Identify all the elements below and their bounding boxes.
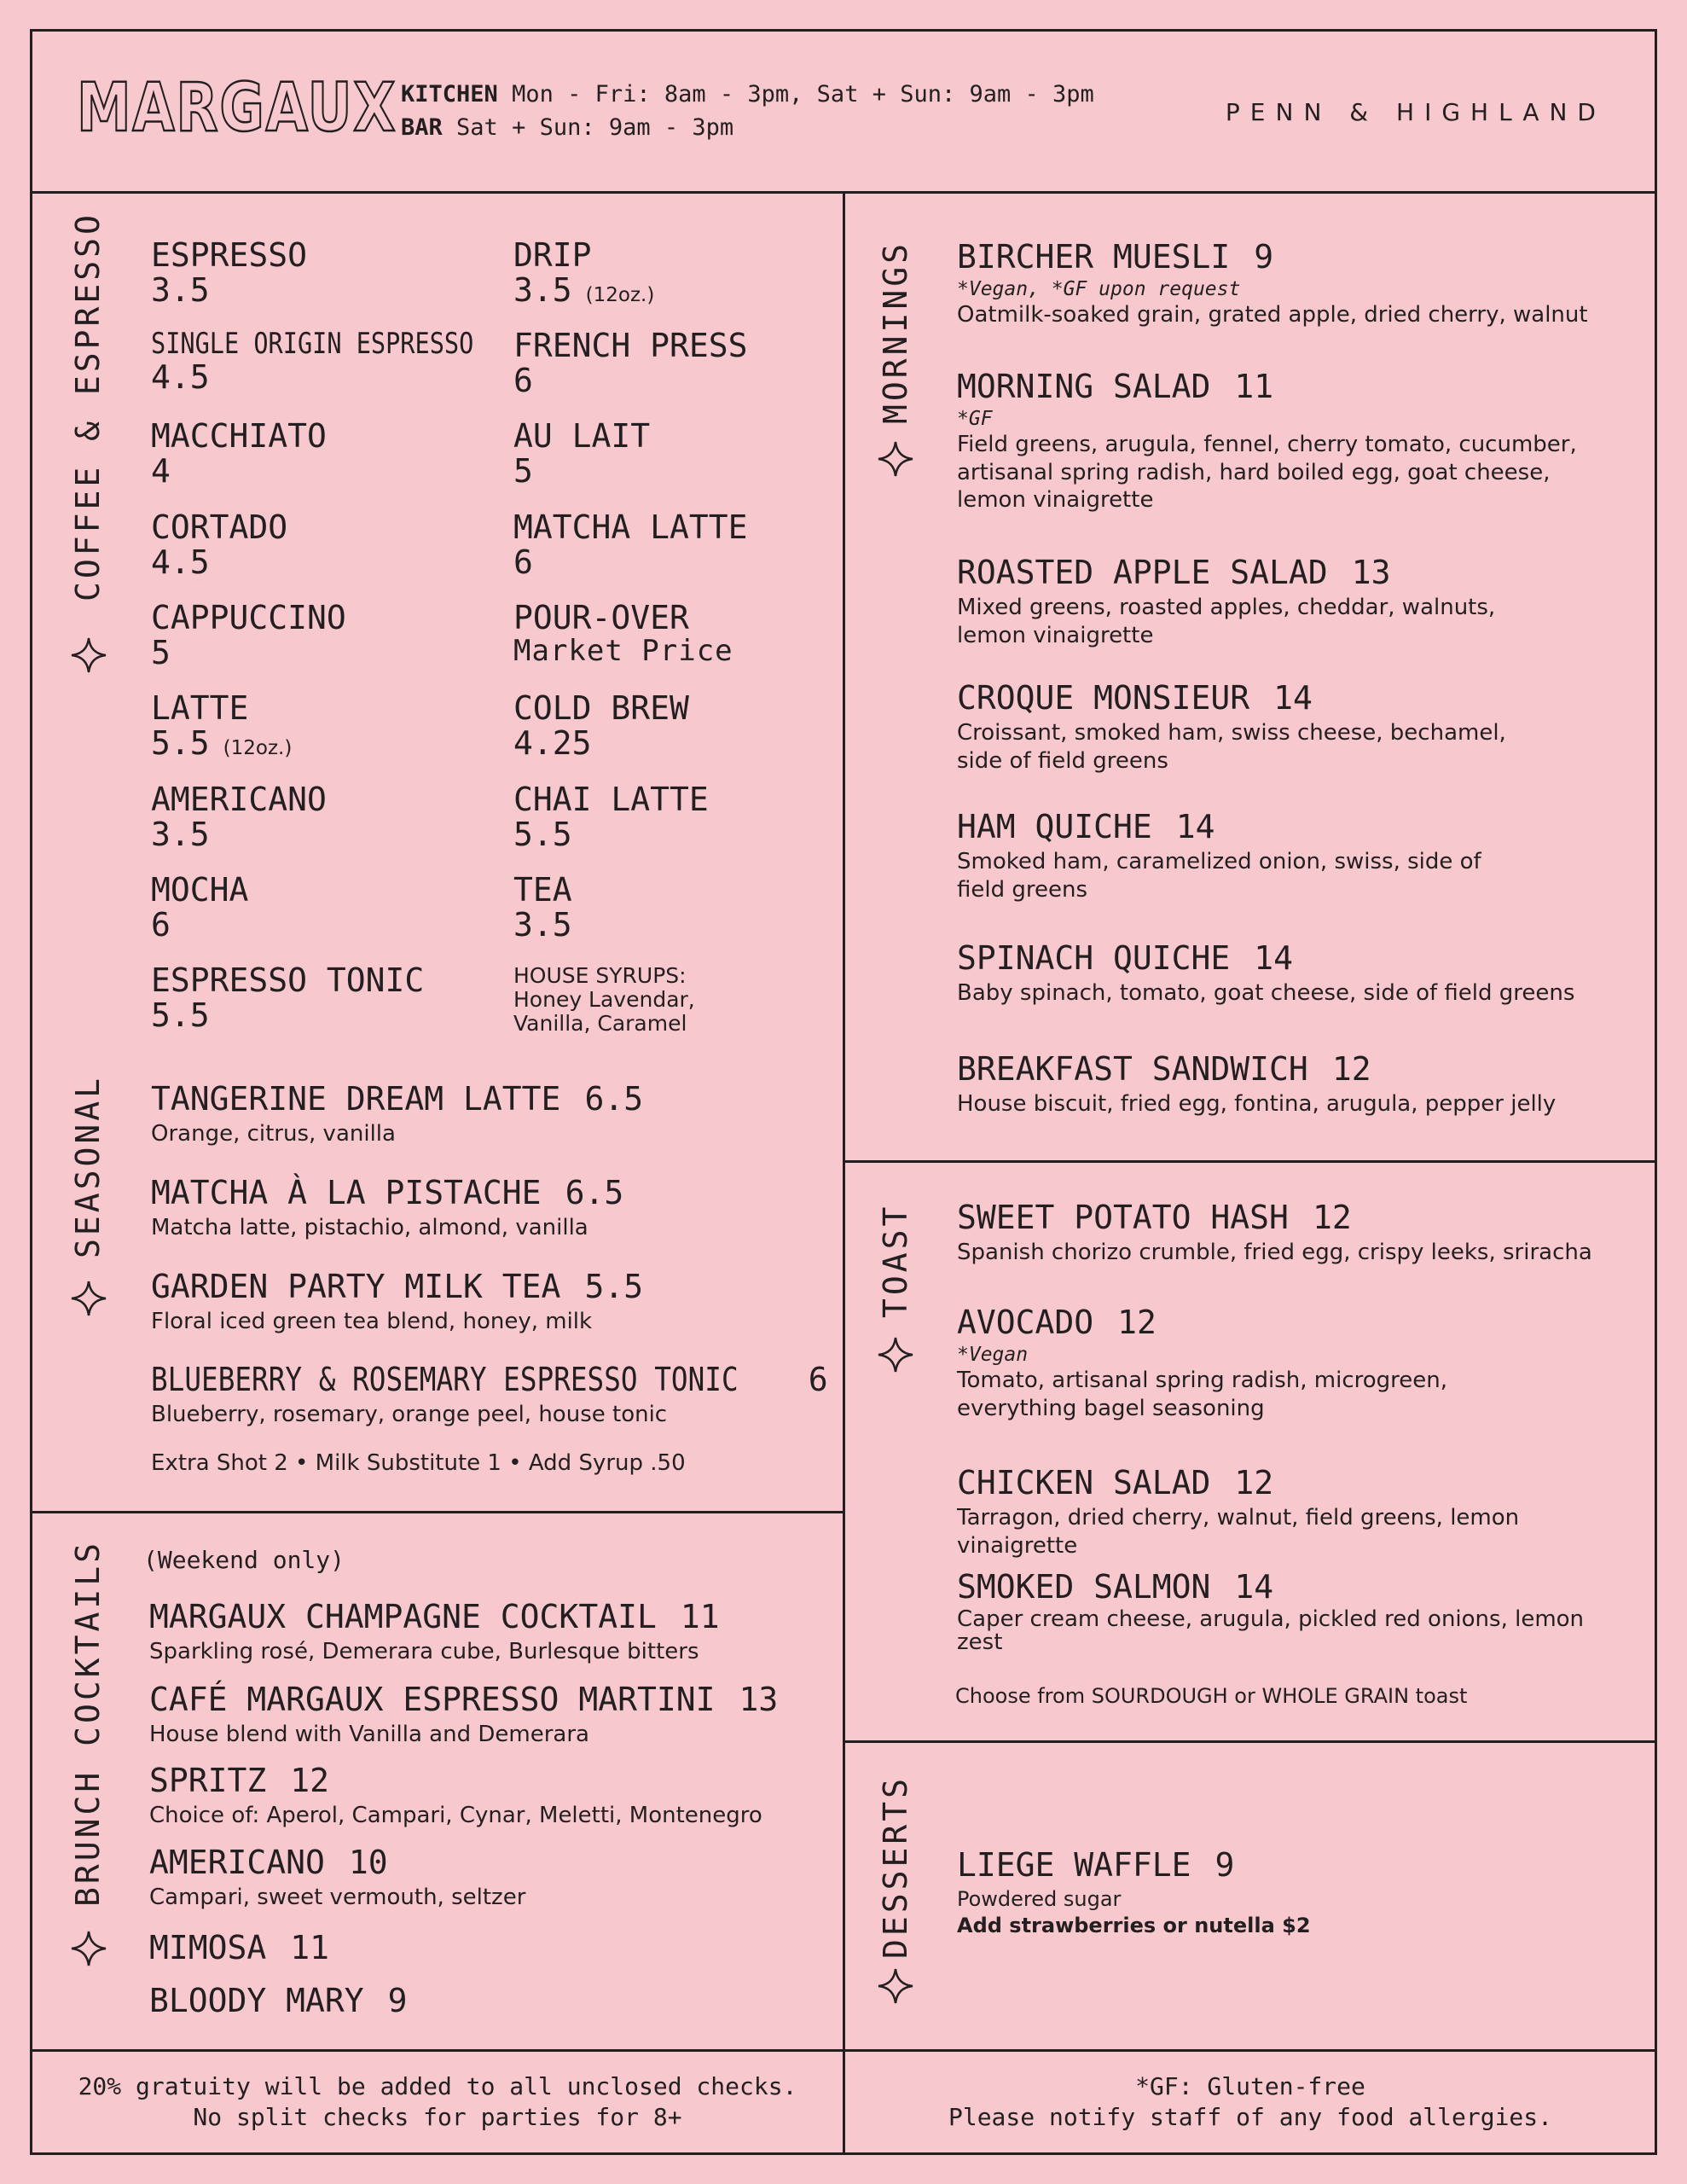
mornings-item: ROASTED APPLE SALAD 13 Mixed greens, roasted apples, cheddar, walnuts, lemon vinaigrette [957, 554, 1496, 648]
toast-item: SWEET POTATO HASH 12 Spanish chorizo crumble, fried egg, crispy leeks, sriracha [957, 1199, 1592, 1265]
toast-item: CHICKEN SALAD 12 Tarragon, dried cherry, walnut, field greens, lemon vinaigrette [957, 1464, 1520, 1559]
desserts-title: DESSERTS [877, 1774, 914, 1959]
coffee-item: AU LAIT 5 [513, 417, 651, 490]
coffee-item: TEA 3.5 [513, 871, 572, 944]
bar-hours [401, 116, 733, 139]
coffee-item: MATCHA LATTE 6 [513, 508, 748, 581]
seasonal-title: SEASONAL [69, 1074, 107, 1258]
coffee-item: CORTADO 4.5 [151, 508, 288, 581]
coffee-item: ESPRESSO 3.5 [151, 236, 308, 309]
toast-title: TOAST [877, 1203, 914, 1318]
bar-hours-text: Sat + Sun: 9am - 3pm [456, 114, 734, 141]
cocktail-item: MIMOSA 11 [149, 1929, 330, 1966]
logo: MARGAUX [77, 70, 397, 147]
footer-divider [30, 2049, 1657, 2052]
coffee-item: COLD BREW 4.25 [513, 689, 689, 762]
sparkle-icon [70, 1930, 107, 1967]
coffee-title: COFFEE & ESPRESSO [69, 212, 107, 601]
dessert-item: LIEGE WAFFLE 9 Powdered sugar Add strawberries or nutella $2 [957, 1846, 1311, 1937]
column-divider [843, 191, 845, 2155]
allergy-note: *GF: Gluten-free Please notify staff of any food allergies. [948, 2072, 1552, 2132]
kitchen-hours [401, 83, 1094, 106]
coffee-item: DRIP 3.5 (12oz.) [513, 236, 655, 309]
mornings-toast-divider [844, 1160, 1657, 1163]
coffee-item: MOCHA 6 [151, 871, 249, 944]
cocktails-title: BRUNCH COCKTAILS [69, 1539, 107, 1907]
coffee-item: POUR-OVER Market Price [513, 599, 733, 668]
toast-item: SMOKED SALMON 14 Caper cream cheese, arugula, pickled red onions, lemon zest [957, 1568, 1585, 1656]
seasonal-item: TANGERINE DREAM LATTE 6.5 Orange, citrus, vanilla [151, 1080, 644, 1147]
kitchen-label: KITCHEN [401, 81, 498, 107]
toast-bread-choice: Choose from SOURDOUGH or WHOLE GRAIN toast [955, 1684, 1468, 1708]
cocktail-item: MARGAUX CHAMPAGNE COCKTAIL 11 Sparkling rosé, Demerara cube, Burlesque bitters [149, 1598, 720, 1664]
cocktail-item: AMERICANO 10 Campari, sweet vermouth, seltzer [149, 1844, 526, 1910]
coffee-item: CAPPUCCINO 5 [151, 599, 346, 671]
coffee-item: SINGLE ORIGIN ESPRESSO 4.5 [151, 327, 474, 396]
coffee-item: FRENCH PRESS 6 [513, 327, 748, 399]
toast-desserts-divider [844, 1740, 1657, 1743]
kitchen-hours-text: Mon - Fri: 8am - 3pm, Sat + Sun: 9am - 3pm [512, 81, 1094, 107]
cocktail-item: CAFÉ MARGAUX ESPRESSO MARTINI 13 House blend with Vanilla and Demerara [149, 1681, 779, 1747]
mornings-title: MORNINGS [877, 240, 914, 424]
mornings-item: BREAKFAST SANDWICH 12 House biscuit, fried egg, fontina, arugula, pepper jelly [957, 1050, 1557, 1117]
coffee-item: LATTE 5.5 (12oz.) [151, 689, 293, 762]
bar-label: BAR [401, 114, 443, 141]
sparkle-icon [877, 1336, 914, 1374]
sparkle-icon [70, 636, 107, 674]
mornings-item: HAM QUICHE 14 Smoked ham, caramelized onion, swiss, side of field greens [957, 808, 1481, 903]
sparkle-icon [877, 1967, 914, 2005]
coffee-cocktails-divider [30, 1511, 844, 1513]
location: PENN & HIGHLAND [1225, 98, 1606, 126]
seasonal-item: MATCHA À LA PISTACHE 6.5 Matcha latte, pistachio, almond, vanilla [151, 1174, 624, 1240]
gratuity-note: 20% gratuity will be added to all unclosed checks. No split checks for parties for 8+ [78, 2072, 797, 2132]
toast-item: AVOCADO 12 *Vegan Tomato, artisanal spring radish, microgreen, everything bagel seasoning [957, 1304, 1448, 1421]
mornings-item: MORNING SALAD 11 *GF Field greens, arugula, fennel, cherry tomato, cucumber, artisanal spring radish, hard boiled egg, goat cheese, lemon vinaigrette [957, 368, 1577, 513]
weekend-note: (Weekend only) [143, 1546, 345, 1574]
cocktail-item: SPRITZ 12 Choice of: Aperol, Campari, Cynar, Meletti, Montenegro [149, 1762, 762, 1828]
sparkle-icon [877, 440, 914, 478]
seasonal-item: GARDEN PARTY MILK TEA 5.5 Floral iced green tea blend, honey, milk [151, 1268, 644, 1334]
coffee-item: ESPRESSO TONIC 5.5 [151, 961, 425, 1034]
coffee-item: MACCHIATO 4 [151, 417, 327, 490]
mornings-item: BIRCHER MUESLI 9 *Vegan, *GF upon request Oatmilk-soaked grain, grated apple, dried cherry, walnut [957, 238, 1588, 328]
seasonal-item: BLUEBERRY & ROSEMARY ESPRESSO TONIC 6 Blueberry, rosemary, orange peel, house tonic [151, 1361, 828, 1427]
coffee-item: AMERICANO 3.5 [151, 781, 327, 853]
sparkle-icon [70, 1280, 107, 1317]
mornings-item: SPINACH QUICHE 14 Baby spinach, tomato, goat cheese, side of field greens [957, 939, 1575, 1006]
coffee-extras: Extra Shot 2 • Milk Substitute 1 • Add Syrup .50 [151, 1450, 686, 1476]
house-syrups: HOUSE SYRUPS: Honey Lavendar, Vanilla, Caramel [513, 963, 695, 1036]
mornings-item: CROQUE MONSIEUR 14 Croissant, smoked ham, swiss cheese, bechamel, side of field greens [957, 679, 1506, 774]
coffee-item: CHAI LATTE 5.5 [513, 781, 709, 853]
cocktail-item: BLOODY MARY 9 [149, 1982, 408, 2019]
